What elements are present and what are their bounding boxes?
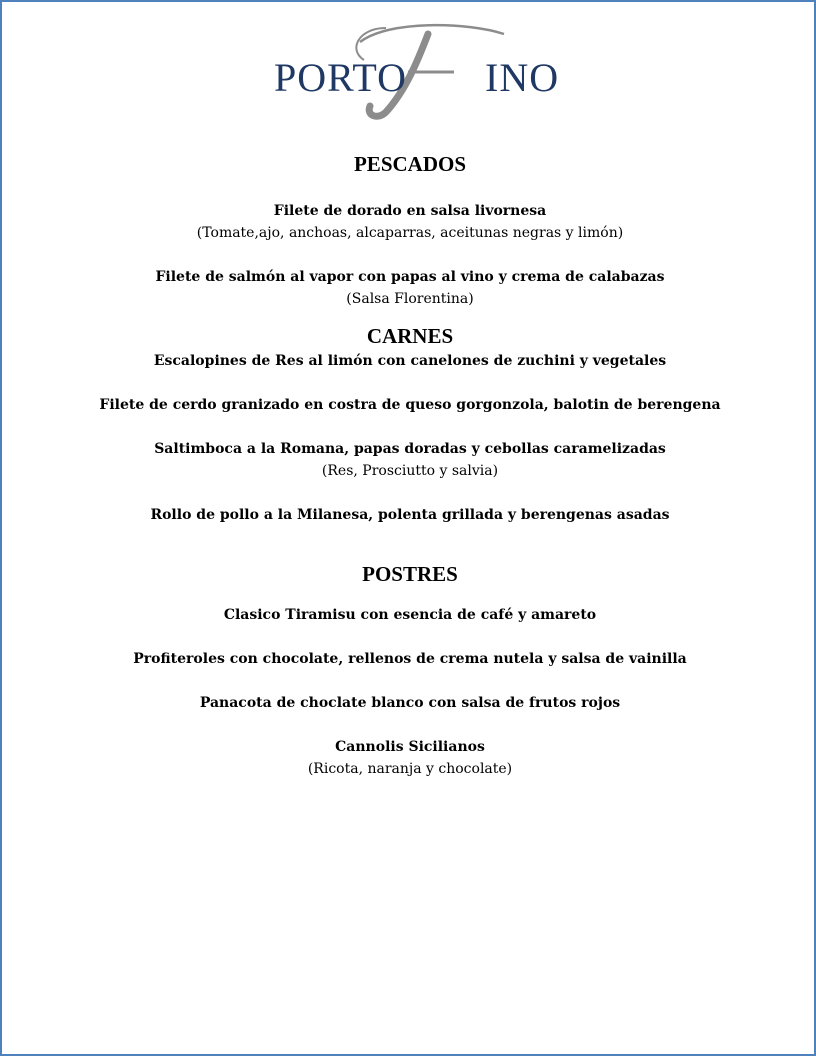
dish-item — [2, 604, 816, 626]
dish-name: Filete de dorado en salsa livornesa — [273, 203, 547, 219]
dish-item — [2, 648, 816, 670]
section-title: PESCADOS — [353, 152, 467, 176]
brand-name-left: PORTO — [274, 55, 408, 100]
dish-item — [2, 736, 816, 780]
brand-wordmark — [274, 54, 559, 101]
dish-item — [2, 692, 816, 714]
dish-name: Panacota de choclate blanco con salsa de frutos rojos — [199, 695, 621, 711]
portofino-logo — [268, 20, 560, 120]
dish-item — [2, 200, 816, 244]
section-carnes — [2, 322, 816, 526]
dish-item — [2, 394, 816, 416]
dish-description: (Salsa Florentina) — [346, 291, 474, 307]
dish-description: (Ricota, naranja y chocolate) — [307, 761, 513, 777]
brand-name-right: INO — [485, 55, 560, 100]
dish-name: Escalopines de Res al limón con canelones de zuchini y vegetales — [153, 353, 667, 369]
dish-item — [2, 504, 816, 526]
dish-name: Filete de salmón al vapor con papas al vino y crema de calabazas — [155, 269, 665, 285]
dish-name: Profiteroles con chocolate, rellenos de crema nutela y salsa de vainilla — [133, 651, 687, 667]
dish-name: Saltimboca a la Romana, papas doradas y cebollas caramelizadas — [154, 441, 666, 457]
section-title: CARNES — [366, 324, 454, 348]
menu-content — [2, 150, 816, 780]
section-pescados — [2, 150, 816, 310]
section-postres — [2, 560, 816, 780]
dish-name: Filete de cerdo granizado en costra de queso gorgonzola, balotin de berengena — [99, 397, 721, 413]
dish-item — [2, 350, 816, 372]
dish-item — [2, 266, 816, 310]
dish-name: Rollo de pollo a la Milanesa, polenta grillada y berengenas asadas — [150, 507, 670, 523]
section-title: POSTRES — [362, 562, 458, 586]
dish-name: Cannolis Sicilianos — [335, 739, 485, 755]
dish-description: (Res, Prosciutto y salvia) — [321, 463, 499, 479]
dish-name: Clasico Tiramisu con esencia de café y amareto — [223, 607, 597, 623]
dish-item — [2, 438, 816, 482]
dish-description: (Tomate,ajo, anchoas, alcaparras, aceitunas negras y limón) — [196, 225, 624, 241]
